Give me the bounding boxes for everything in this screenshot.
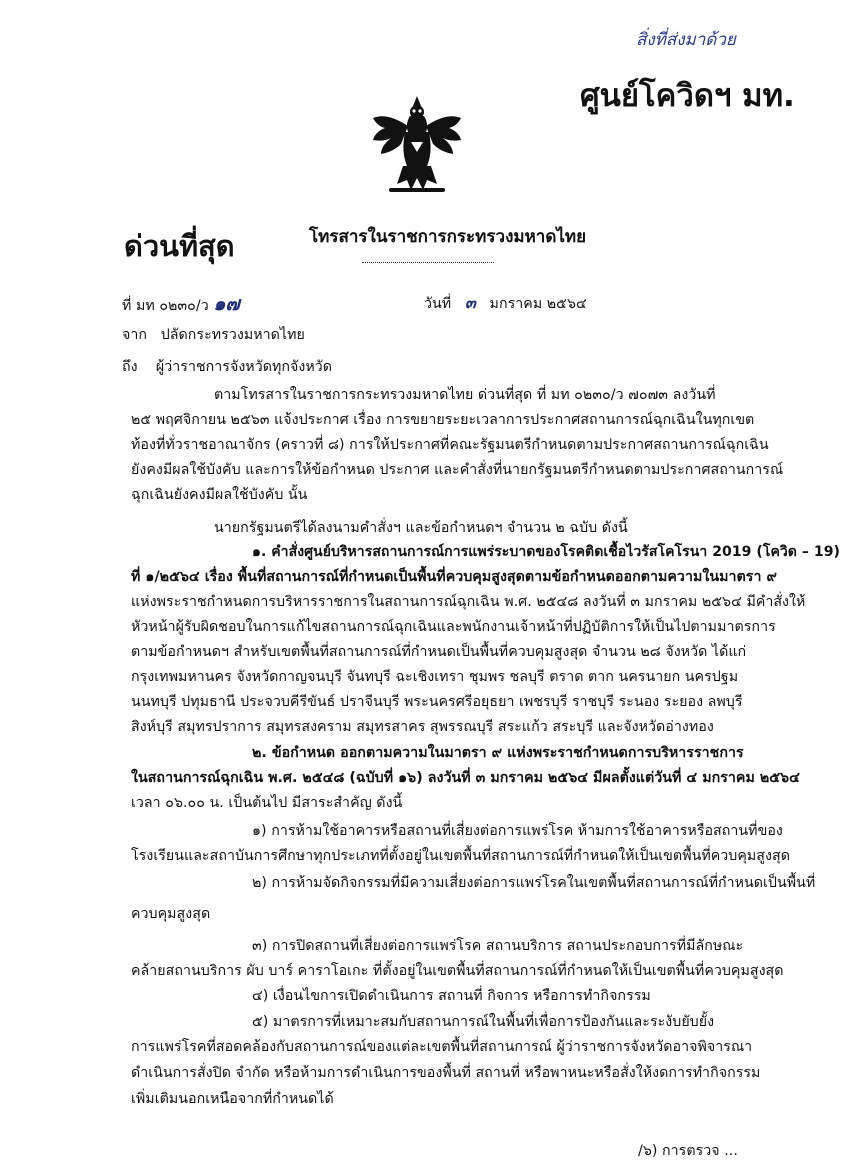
body-line: คล้ายสถานบริการ ผับ บาร์ คาราโอเกะ ที่ตั้งอยู่ในเขตพื้นที่สถานการณ์ที่กำหนดให้เป็นเขตพื้นที่ควบคุมสูงสุด [131,963,784,979]
body-line: ท้องที่ทั่วราชอาณาจักร (คราวที่ ๘) การให้ประกาศที่คณะรัฐมนตรีกำหนดตามประกาศสถานการณ์ฉุกเฉิน [131,437,769,453]
dotted-line [362,260,494,263]
continuation-text: /๖) การตรวจ ... [638,1143,738,1159]
date-day: ๓ [464,293,476,312]
body-line: การแพร่โรคที่สอดคล้องกับสถานการณ์ของแต่ละเขตพื้นที่สถานการณ์ ผู้ว่าราชการจังหวัดอาจพิจารณา [131,1039,753,1055]
ref-number [122,289,240,319]
from-label: จาก [122,327,148,343]
body-line: กรุงเทพมหานคร จังหวัดกาญจนบุรี จันทบุรี ฉะเชิงเทรา ชุมพร ชลบุรี ตราด ตาก นครนายก นครปฐม [131,669,739,685]
body-line: ๒) การห้ามจัดกิจกรรมที่มีความเสี่ยงต่อการแพร่โรคในเขตพื้นที่สถานการณ์ที่กำหนดเป็นพื้นที่ [252,875,816,891]
body-line: ๑. คำสั่งศูนย์บริหารสถานการณ์การแพร่ระบาดของโรคติดเชื้อไวรัสโคโรนา 2019 (โควิด – 19) [252,544,840,560]
body-line: หัวหน้าผู้รับผิดชอบในการแก้ไขสถานการณ์ฉุกเฉินและพนักงานเจ้าหน้าที่ปฏิบัติการให้เป็นไปตามมาตรการ [131,619,776,635]
body-line: แห่งพระราชกำหนดการบริหารราชการในสถานการณ์ฉุกเฉิน พ.ศ. ๒๕๔๘ ลงวันที่ ๓ มกราคม ๒๕๖๔ มีคำสั่งให้ [131,594,806,610]
urgency-label: ด่วนที่สุด [124,229,235,263]
body-line: สิงห์บุรี สมุทรปราการ สมุทรสงคราม สมุทรสาคร สุพรรณบุรี สระแก้ว สระบุรี และจังหวัดอ่างทอง [131,719,714,735]
body-line: ที่ ๑/๒๕๖๔ เรื่อง พื้นที่สถานการณ์ที่กำหนดเป็นพื้นที่ควบคุมสูงสุดตามข้อกำหนดออกตามความในมาตรา ๙ [131,569,777,585]
to-label: ถึง [122,359,138,375]
body-line: ๓) การปิดสถานที่เสี่ยงต่อการแพร่โรค สถานบริการ สถานประกอบการที่มีลักษณะ [252,938,744,954]
body-line: ๒๕ พฤศจิกายน ๒๕๖๓ แจ้งประกาศ เรื่อง การขยายระยะเวลาการประกาศสถานการณ์ฉุกเฉินในทุกเขต [131,412,755,428]
body-line: ตามโทรสารในราชการกระทรวงมหาดไทย ด่วนที่สุด ที่ มท ๐๒๓๐/ว ๗๐๗๓ ลงวันที่ [214,387,716,403]
ref-number-handwritten: ๑๗ [213,293,240,315]
receiving-stamp: ศูนย์โควิดฯ มท. [580,78,795,114]
date-label: วันที่ [424,296,452,312]
body-line: ๒. ข้อกำหนด ออกตามความในมาตรา ๙ แห่งพระราชกำหนดการบริหารราชการ [252,745,744,761]
body-line: ฉุกเฉินยังคงมีผลใช้บังคับ นั้น [131,487,308,503]
date-line [424,291,587,316]
body-line: เพิ่มเติมนอกเหนือจากที่กำหนดได้ [131,1091,334,1107]
to-line [122,356,332,378]
body-line: เวลา ๐๖.๐๐ น. เป็นต้นไป มีสาระสำคัญ ดังนี้ [131,795,403,811]
garuda-emblem [367,92,467,196]
handwritten-note: สิ่งที่ส่งมาด้วย [636,30,736,50]
ref-prefix: ที่ มท ๐๒๓๐/ว [122,298,209,314]
from-line [122,324,305,346]
body-line: ควบคุมสูงสุด [131,906,211,922]
body-line: ตามข้อกำหนดฯ สำหรับเขตพื้นที่สถานการณ์ที่กำหนดเป็นพื้นที่ควบคุมสูงสุด จำนวน ๒๘ จังหวัด ได้แก่ [131,644,747,660]
letter-type-title: โทรสารในราชการกระทรวงมหาดไทย [309,227,587,247]
body-line: ยังคงมีผลใช้บังคับ และการให้ข้อกำหนด ประกาศ และคำสั่งที่นายกรัฐมนตรีกำหนดตามประกาศสถานการณ์ [131,462,784,478]
from-value: ปลัดกระทรวงมหาดไทย [160,327,305,343]
body-line: ๔) เงื่อนไขการเปิดดำเนินการ สถานที่ กิจการ หรือการทำกิจกรรม [252,988,651,1004]
date-rest: มกราคม ๒๕๖๔ [489,296,587,312]
body-line: ๕) มาตรการที่เหมาะสมกับสถานการณ์ในพื้นที่เพื่อการป้องกันและระงับยับยั้ง [252,1014,715,1030]
body-line: ๑) การห้ามใช้อาคารหรือสถานที่เสี่ยงต่อการแพร่โรค ห้ามการใช้อาคารหรือสถานที่ของ [252,823,783,839]
body-line: ดำเนินการสั่งปิด จำกัด หรือห้ามการดำเนินการของพื้นที่ สถานที่ หรือพาหนะหรือสั่งให้งดการทำกิจกรรม [131,1065,761,1081]
body-line: นนทบุรี ปทุมธานี ประจวบคีรีขันธ์ ปราจีนบุรี พระนครศรีอยุธยา เพชรบุรี ราชบุรี ระนอง ระยอง ลพบุรี [131,694,743,710]
body-line: ในสถานการณ์ฉุกเฉิน พ.ศ. ๒๕๔๘ (ฉบับที่ ๑๖) ลงวันที่ ๓ มกราคม ๒๕๖๔ มีผลตั้งแต่วันที่ ๔ มกราคม ๒๕๖๔ [131,770,800,786]
body-line: โรงเรียนและสถาบันการศึกษาทุกประเภทที่ตั้งอยู่ในเขตพื้นที่สถานการณ์ที่กำหนดให้เป็นเขตพื้นที่ควบคุมสูงสุด [131,848,790,864]
to-value: ผู้ว่าราชการจังหวัดทุกจังหวัด [155,359,333,375]
body-line: นายกรัฐมนตรีได้ลงนามคำสั่งฯ และข้อกำหนดฯ จำนวน ๒ ฉบับ ดังนี้ [214,520,628,536]
